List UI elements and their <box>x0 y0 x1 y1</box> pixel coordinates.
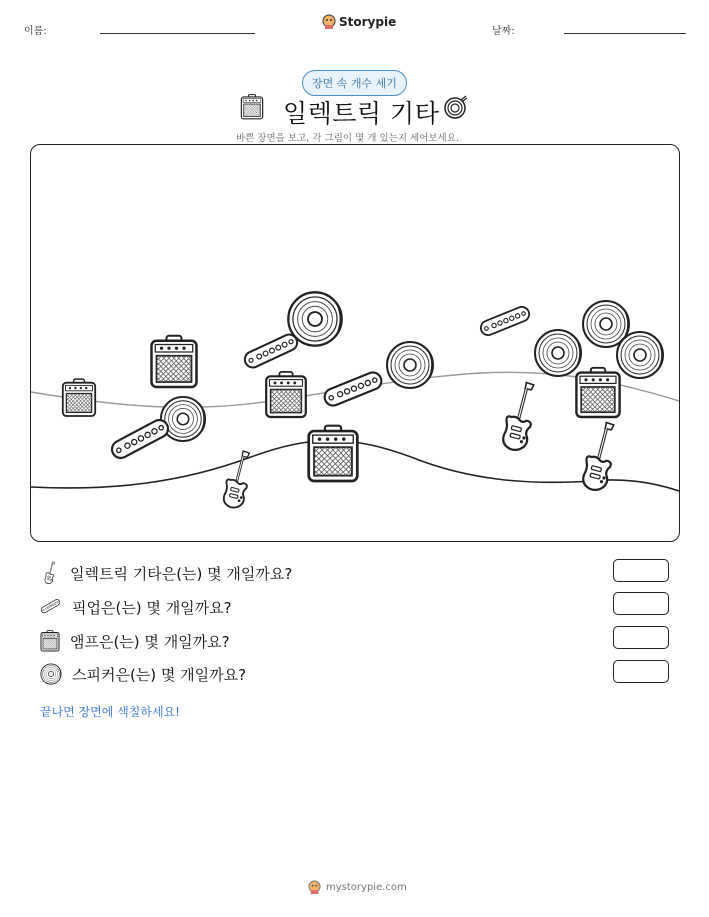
scene-speaker <box>161 397 205 441</box>
date-label: 날짜: <box>492 26 515 37</box>
scene-amp <box>576 368 619 417</box>
footer <box>308 880 407 895</box>
scene-pickup <box>242 332 300 370</box>
pickup-icon <box>40 595 62 619</box>
date-field[interactable] <box>564 33 686 34</box>
answer-box-speaker[interactable] <box>613 660 669 683</box>
scene-amp <box>266 372 306 417</box>
name-label: 이름: <box>24 26 47 37</box>
scene-speaker <box>617 332 663 378</box>
question-row-amp <box>40 629 230 653</box>
question-text: 앰프은(는) 몇 개일까요? <box>70 632 230 651</box>
coloring-note: 끝나면 장면에 색칠하세요! <box>40 705 180 719</box>
question-row-pickup <box>40 595 232 619</box>
scene-drawing <box>31 145 679 541</box>
speaker-icon <box>40 663 62 685</box>
amp-icon <box>40 630 60 652</box>
scene-guitar <box>503 382 534 449</box>
scene-pickup <box>322 370 384 408</box>
question-row-guitar <box>40 561 292 585</box>
activity-badge: 장면 속 개수 세기 <box>302 70 407 96</box>
footer-url[interactable]: mystorypie.com <box>326 882 407 893</box>
answer-box-amp[interactable] <box>613 626 669 649</box>
amp-icon <box>240 94 264 120</box>
scene-pickup <box>479 305 532 338</box>
logo-text: Storypie <box>339 15 397 29</box>
storypie-mascot-icon <box>322 14 336 30</box>
scene-speaker <box>535 330 581 376</box>
storypie-mascot-icon <box>308 880 321 895</box>
question-row-speaker <box>40 662 246 686</box>
question-text: 스피커은(는) 몇 개일까요? <box>72 665 247 684</box>
guitar-icon <box>40 561 60 585</box>
instructions: 바쁜 장면을 보고, 각 그림이 몇 개 있는지 세어보세요. <box>236 133 459 144</box>
answer-box-guitar[interactable] <box>613 559 669 582</box>
scene-panel <box>30 144 680 542</box>
answer-box-pickup[interactable] <box>613 592 669 615</box>
question-text: 일렉트릭 기타은(는) 몇 개일까요? <box>70 564 293 583</box>
scene-amp <box>309 426 358 481</box>
scene-amp <box>63 379 95 416</box>
scene-pickup <box>109 417 171 461</box>
logo <box>322 14 396 30</box>
scene-amp <box>152 336 197 387</box>
cable-coil-icon <box>441 94 469 122</box>
scene-speaker <box>387 342 433 388</box>
name-field[interactable] <box>100 33 255 34</box>
question-text: 픽업은(는) 몇 개일까요? <box>72 598 232 617</box>
page-title: 일렉트릭 기타 <box>283 99 440 128</box>
